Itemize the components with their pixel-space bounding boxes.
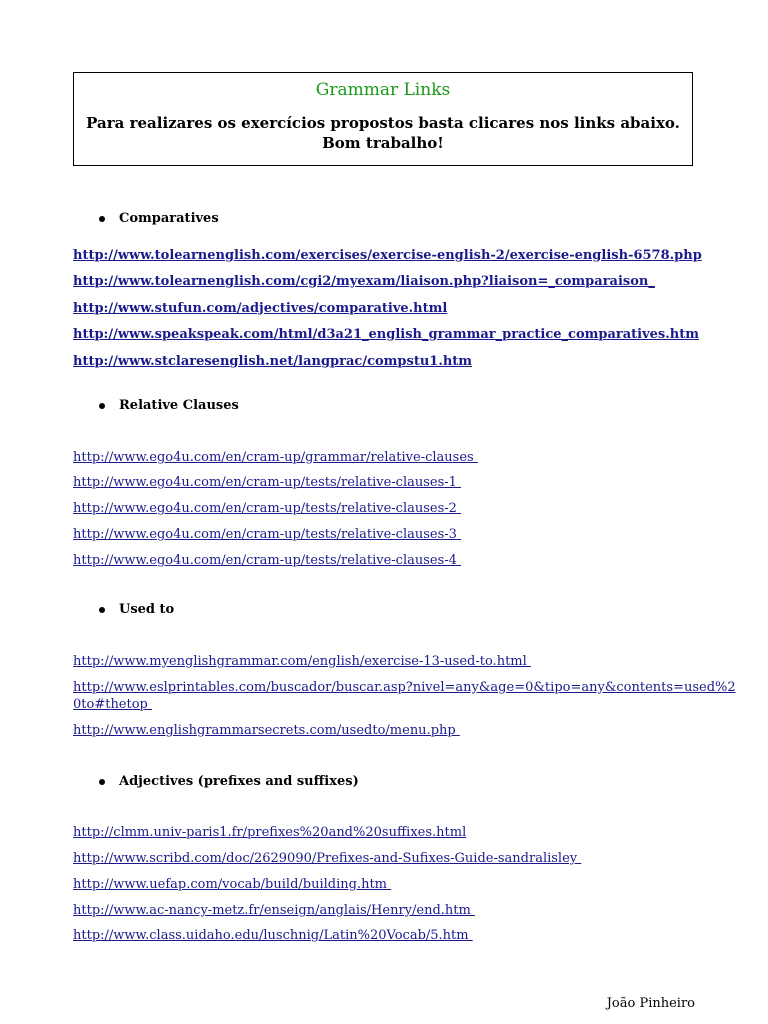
section-heading-label: Adjectives (prefixes and suffixes) <box>119 774 359 789</box>
link-used-to-2[interactable]: http://www.eslprintables.com/buscador/buscar.asp?nivel=any&age=0&tipo=any&contents=used%2 <box>73 680 736 695</box>
section-heading <box>73 772 713 792</box>
link-comparatives-3[interactable]: http://www.stufun.com/adjectives/comparative.html <box>73 301 448 316</box>
intro-subtext: Bom trabalho! <box>322 134 444 152</box>
bullet-icon <box>99 216 105 222</box>
section-relative-clauses <box>73 396 713 416</box>
section-comparatives <box>73 209 713 229</box>
section-adjectives <box>73 772 713 792</box>
page-title: Grammar Links <box>315 80 451 100</box>
link-adjectives-5[interactable]: http://www.class.uidaho.edu/luschnig/Latin%20Vocab/5.htm <box>73 928 473 943</box>
section-used-to <box>73 600 713 620</box>
link-comparatives-5[interactable]: http://www.stclaresenglish.net/langprac/compstu1.htm <box>73 354 473 369</box>
link-relative-clauses-3[interactable]: http://www.ego4u.com/en/cram-up/tests/relative-clauses-2 <box>73 501 462 516</box>
link-used-to-3[interactable]: http://www.englishgrammarsecrets.com/usedto/menu.php <box>73 723 460 738</box>
link-comparatives-2[interactable]: http://www.tolearnenglish.com/cgi2/myexam/liaison.php?liaison=_comparaison_ <box>73 274 655 289</box>
link-adjectives-3[interactable]: http://www.uefap.com/vocab/build/building.htm <box>73 877 392 892</box>
link-comparatives-1[interactable]: http://www.tolearnenglish.com/exercises/exercise-english-2/exercise-english-6578.php <box>73 248 702 263</box>
section-heading-label: Comparatives <box>119 211 219 226</box>
bullet-icon <box>99 607 105 613</box>
link-used-to-2-continued[interactable]: 0to#thetop <box>73 697 153 712</box>
section-heading <box>73 600 713 620</box>
link-relative-clauses-5[interactable]: http://www.ego4u.com/en/cram-up/tests/relative-clauses-4 <box>73 553 462 568</box>
section-heading <box>73 396 713 416</box>
link-relative-clauses-4[interactable]: http://www.ego4u.com/en/cram-up/tests/relative-clauses-3 <box>73 527 462 542</box>
link-adjectives-4[interactable]: http://www.ac-nancy-metz.fr/enseign/anglais/Henry/end.htm <box>73 903 475 918</box>
section-heading-label: Relative Clauses <box>119 398 239 413</box>
link-adjectives-2[interactable]: http://www.scribd.com/doc/2629090/Prefixes-and-Sufixes-Guide-sandralisley <box>73 851 582 866</box>
link-relative-clauses-2[interactable]: http://www.ego4u.com/en/cram-up/tests/relative-clauses-1 <box>73 475 462 490</box>
link-comparatives-4[interactable]: http://www.speakspeak.com/html/d3a21_english_grammar_practice_comparatives.htm <box>73 327 699 342</box>
link-relative-clauses-1[interactable]: http://www.ego4u.com/en/cram-up/grammar/relative-clauses <box>73 450 478 465</box>
header-box <box>73 72 693 166</box>
intro-text: Para realizares os exercícios propostos basta clicares nos links abaixo. <box>86 114 680 132</box>
link-adjectives-1[interactable]: http://clmm.univ-paris1.fr/prefixes%20and%20suffixes.html <box>73 825 467 840</box>
bullet-icon <box>99 779 105 785</box>
link-used-to-1[interactable]: http://www.myenglishgrammar.com/english/exercise-13-used-to.html <box>73 654 531 669</box>
section-heading-label: Used to <box>119 602 175 617</box>
bullet-icon <box>99 403 105 409</box>
author-footer: João Pinheiro <box>606 996 695 1011</box>
section-heading <box>73 209 713 229</box>
